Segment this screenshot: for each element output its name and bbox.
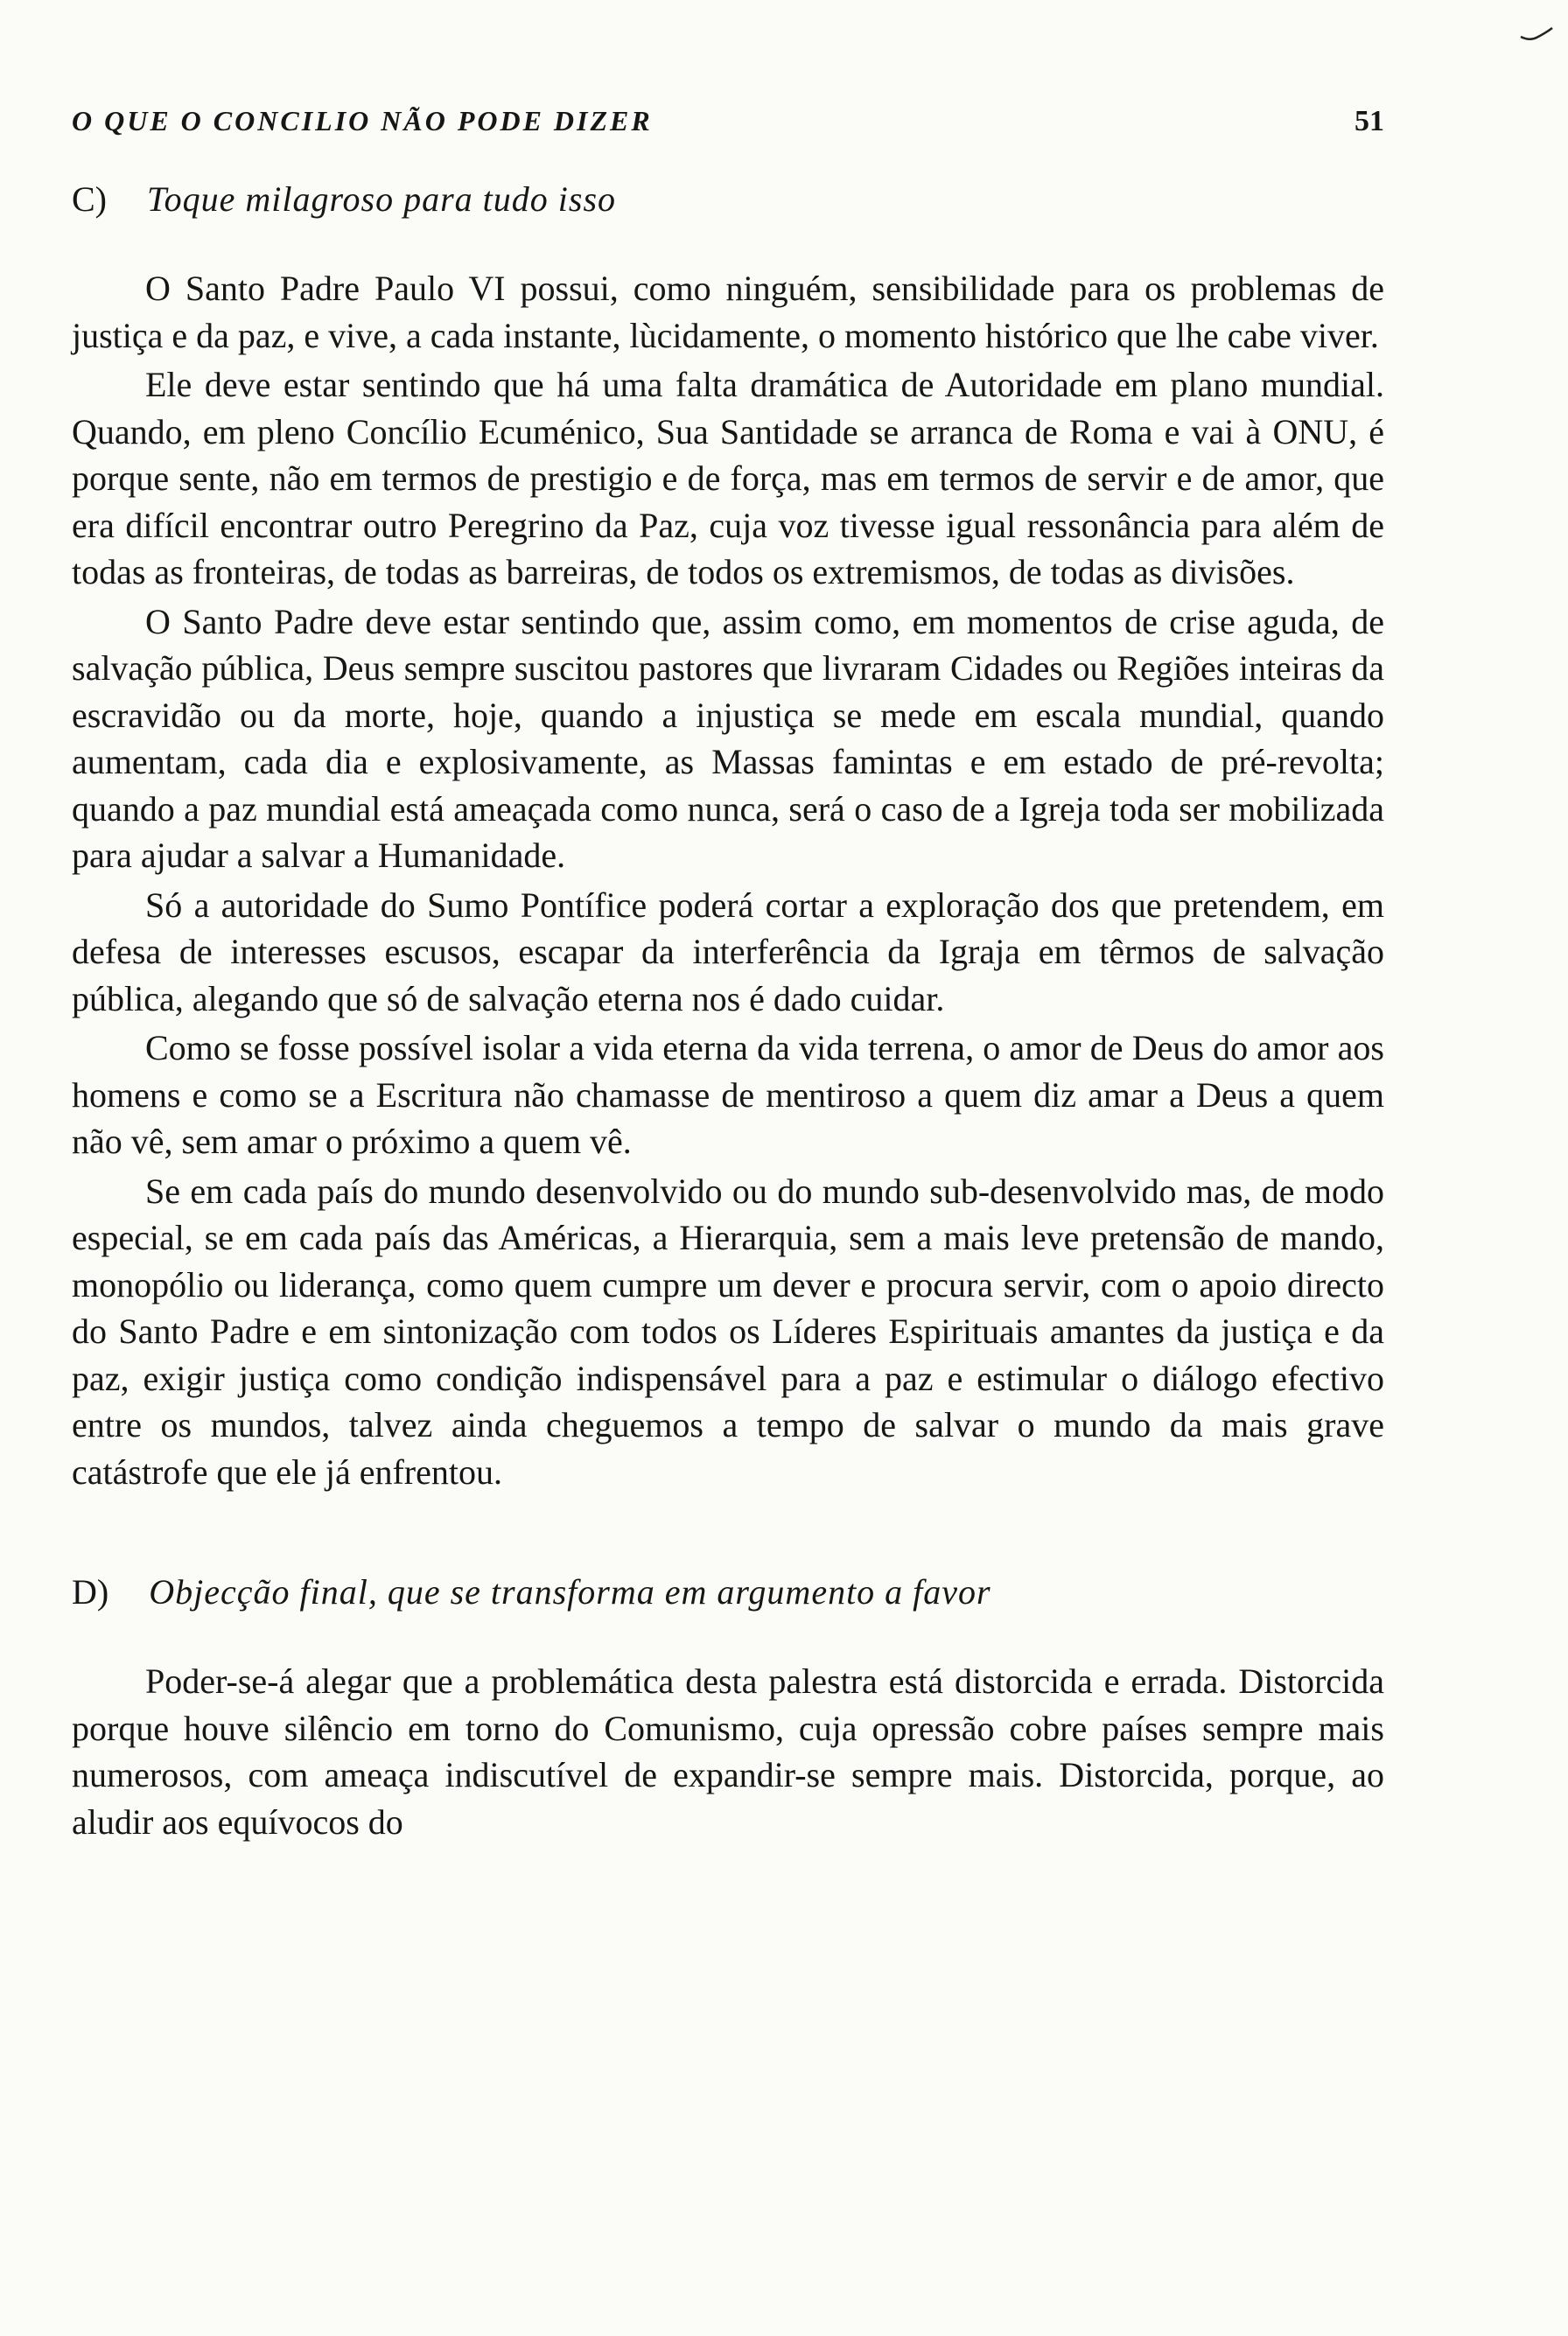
page-number: 51 xyxy=(1354,105,1384,137)
section-heading xyxy=(72,1571,1384,1612)
paragraph: O Santo Padre Paulo VI possui, como ninguém, sensibilidade para os problemas de justiça e da paz, e vive, a cada instante, lùcidamente, o momento histórico que lhe cabe viver. xyxy=(72,269,1384,355)
paragraph: Ele deve estar sentindo que há uma falta dramática de Autoridade em plano mundial. Quando, em pleno Concílio Ecuménico, Sua Santidade se arranca de Roma e vai à ONU, é porque sente, não em termos de prestigio e de força, mas em termos de servir e de amor, que era difícil encontrar outro Peregrino da Paz, cuja voz tivesse igual ressonância para além de todas as fronteiras, de todas as barreiras, de todos os extremismos, de todas as divisões. xyxy=(72,365,1384,591)
paragraph: O Santo Padre deve estar sentindo que, assim como, em momentos de crise aguda, de salvação pública, Deus sempre suscitou pastores que livraram Cidades ou Regiões inteiras da escravidão ou da morte, hoje, quando a injustiça se mede em escala mundial, quando aumentam, cada dia e explosivamente, as Massas famintas e em estado de pré-revolta; quando a paz mundial está ameaçada como nunca, será o caso de a Igreja toda ser mobilizada para ajudar a salvar a Humanidade. xyxy=(72,601,1384,875)
paragraph: Se em cada país do mundo desenvolvido ou do mundo sub-desenvolvido mas, de modo especial, se em cada país das Américas, a Hierarquia, sem a mais leve pretensão de mando, monopólio ou liderança, como quem cumpre um dever e procura servir, com o apoio directo do Santo Padre e em sintonização com todos os Líderes Espirituais amantes da justiça e da paz, exigir justiça como condição indispensável para a paz e estimular o diálogo efectivo entre os mundos, talvez ainda cheguemos a tempo de salvar o mundo da mais grave catástrofe que ele já enfrentou. xyxy=(72,1171,1384,1492)
section-letter: C) xyxy=(72,179,107,219)
paragraph: Como se fosse possível isolar a vida eterna da vida terrena, o amor de Deus do amor aos homens e como se a Escritura não chamasse de mentiroso a quem diz amar a Deus a quem não vê, sem amar o próximo a quem vê. xyxy=(72,1028,1384,1161)
section-c xyxy=(72,178,1384,1495)
paragraph: Só a autoridade do Sumo Pontífice poderá cortar a exploração dos que pretendem, em defesa de interesses escusos, escapar da interferência da Igraja em têrmos de salvação pública, alegando que só de salvação eterna nos é dado cuidar. xyxy=(72,885,1384,1018)
section-letter: D) xyxy=(72,1572,109,1612)
section-title: Toque milagroso para tudo isso xyxy=(147,179,617,219)
running-header xyxy=(72,105,1384,138)
paragraph: Poder-se-á alegar que a problemática desta palestra está distorcida e errada. Distorcida porque houve silêncio em torno do Comunismo, cuja opressão cobre países sempre mais numerosos, com ameaça indiscutível de expandir-se sempre mais. Distorcida, porque, ao aludir aos equívocos do xyxy=(72,1661,1384,1842)
section-gap xyxy=(72,1498,1384,1571)
section-title: Objecção final, que se transforma em argumento a favor xyxy=(149,1572,991,1612)
section-d xyxy=(72,1571,1384,1845)
pen-tick-mark xyxy=(1519,26,1554,42)
running-title: O QUE O CONCILIO NÃO PODE DIZER xyxy=(72,105,653,136)
section-heading xyxy=(72,178,1384,220)
book-page xyxy=(72,105,1384,1848)
